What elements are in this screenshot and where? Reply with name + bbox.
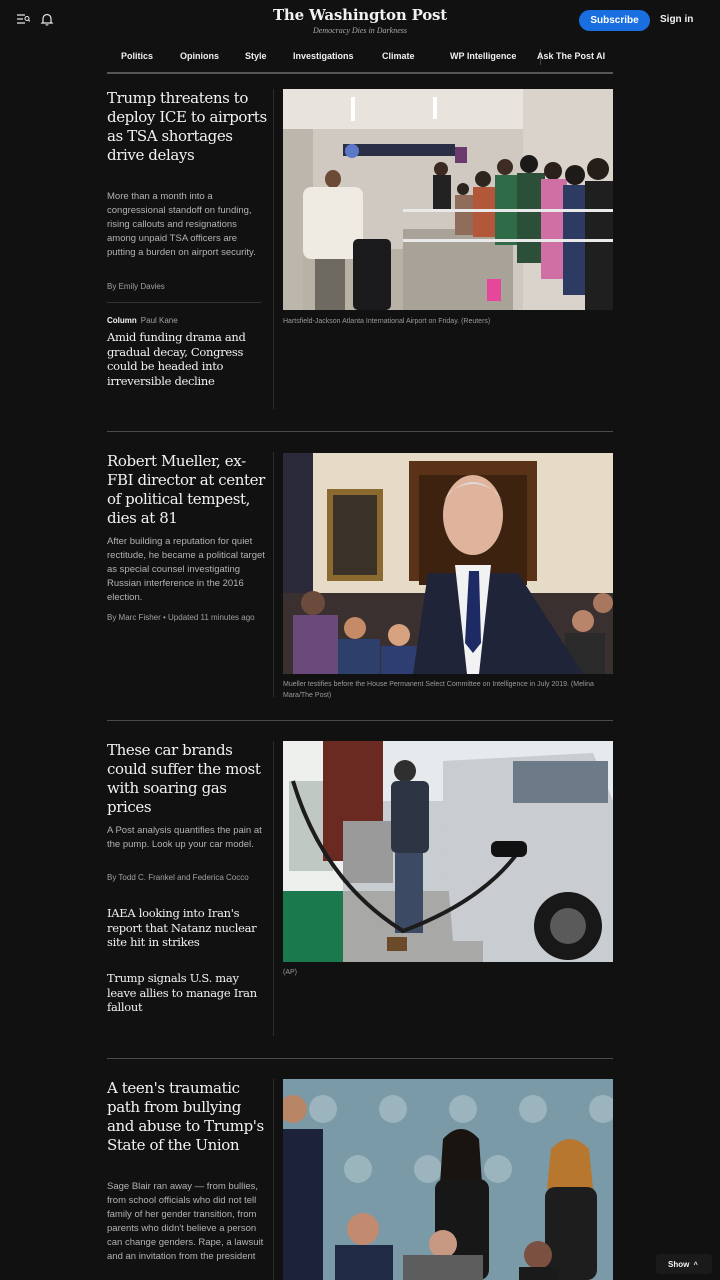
story-dek: A Post analysis quantifies the pain at the pump. Look up your car model. [107,825,262,850]
chevron-up-icon: ^ [693,1261,698,1269]
top-bar [0,0,720,42]
story-byline[interactable]: By Todd C. Frankel and Federica Cocco [107,873,249,882]
story-kicker [107,316,178,325]
column-divider [273,452,274,697]
nav-politics[interactable]: Politics [121,51,154,61]
story-photo-gas-pump[interactable] [283,741,613,962]
story-headline[interactable]: Robert Mueller, ex-FBI director at center of political tempest, dies at 81 [107,452,265,527]
kicker-author[interactable]: Paul Kane [140,316,178,325]
story-headline[interactable]: These car brands could suffer the most with soaring gas prices [107,741,261,816]
sign-in-link[interactable]: Sign in [660,14,694,25]
nav-opinions[interactable]: Opinions [180,51,219,61]
nav-ask-the-post-ai[interactable]: Ask The Post AI [537,51,606,61]
story-photo-mueller[interactable] [283,453,613,674]
photo-caption: Hartsfield-Jackson Atlanta International Airport on Friday. (Reuters) [283,318,491,325]
story-byline[interactable]: By Marc Fisher • Updated 11 minutes ago [107,613,255,622]
site-logo[interactable] [260,6,460,35]
story-photo-state-of-union[interactable] [283,1079,613,1280]
nav-climate[interactable]: Climate [382,51,415,61]
photo-caption: (AP) [283,969,297,976]
story-headline[interactable]: Trump threatens to deploy ICE to airports as TSA shortages drive delays [107,89,267,164]
story-dek: After building a reputation for quiet rectitude, he became a political target as special counsel investigating Russian interference in the 2016 election. [107,536,265,603]
show-label: Show [668,1259,690,1269]
divider [107,302,261,303]
column-divider [273,741,274,1036]
bell-icon[interactable] [40,12,56,28]
logo-tagline: Democracy Dies in Darkness [313,26,407,35]
subscribe-button[interactable]: Subscribe [579,10,650,31]
nav-wp-intelligence[interactable]: WP Intelligence [450,51,517,61]
photo-caption: Mueller testifies before the House Permanent Select Committee on Intelligence in July 2019. (Melina Mara/The Post) [283,681,594,699]
related-headline[interactable]: IAEA looking into Iran's report that Natanz nuclear site hit in strikes [107,906,257,949]
nav-style[interactable]: Style [245,51,267,61]
related-headline[interactable]: Amid funding drama and gradual decay, Congress could be headed into irreversible decline [107,330,246,388]
section-divider [107,1058,613,1059]
story-dek: More than a month into a congressional standoff on funding, rising callouts and resignations among unpaid TSA officers are putting a burden on airport security. [107,191,256,258]
story-dek: Sage Blair ran away — from bullies, from school officials who did not tell family of her gender transition, from parents who didn't believe a person can change genders. Rape, a lawsuit and an invitation from the president [107,1181,264,1262]
show-button[interactable] [656,1254,712,1274]
column-divider [273,1079,274,1280]
logo-text: The Washington Post [272,6,448,24]
section-divider [107,431,613,432]
nav-investigations[interactable]: Investigations [293,51,354,61]
section-divider [107,720,613,721]
kicker-label: Column [107,316,137,325]
story-headline[interactable]: A teen's traumatic path from bullying and abuse to Trump's State of the Union [107,1079,264,1154]
story-byline[interactable]: By Emily Davies [107,282,165,291]
menu-icon[interactable] [16,12,32,28]
column-divider [273,89,274,409]
story-photo-airport[interactable] [283,89,613,310]
section-nav [107,42,613,74]
related-headline[interactable]: Trump signals U.S. may leave allies to manage Iran fallout [107,971,257,1014]
